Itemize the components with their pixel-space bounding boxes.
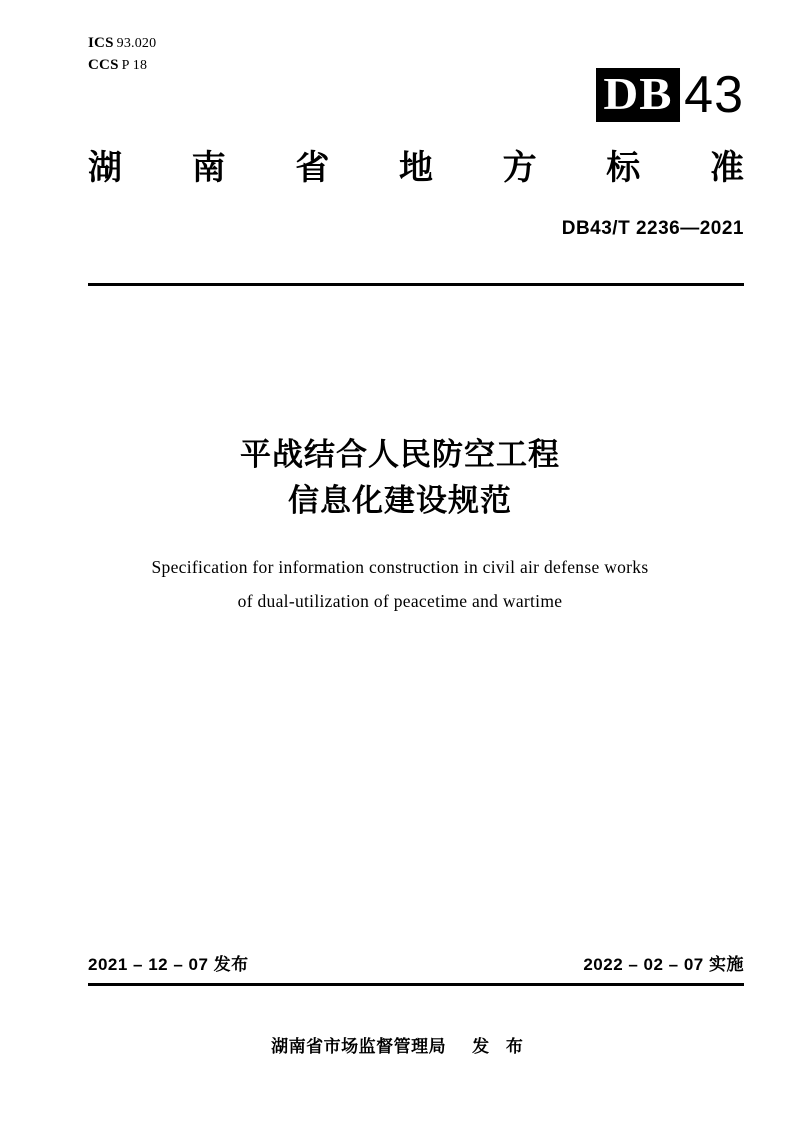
org-title-char-3: 省 — [295, 149, 330, 187]
publisher-action: 发 布 — [472, 1037, 529, 1056]
org-title-char-2: 南 — [191, 149, 226, 187]
issue-date: 2021 – 12 – 07 发布 — [88, 955, 249, 974]
db43-logo — [598, 66, 744, 124]
org-title-char-7: 准 — [709, 149, 744, 187]
org-title-char-4: 地 — [398, 149, 433, 187]
publisher-line — [0, 1032, 800, 1057]
ics-value: 93.020 — [116, 36, 157, 51]
page-title — [88, 140, 744, 189]
db-number: 43 — [684, 66, 744, 124]
header-divider — [88, 283, 744, 286]
ccs-value: P 18 — [121, 57, 148, 73]
org-title-char-1: 湖 — [88, 149, 122, 187]
document-title-cn — [0, 432, 800, 524]
db-mark: DB — [596, 68, 680, 122]
document-title-en-line2: of dual-utilization of peacetime and wartime — [237, 591, 563, 611]
date-row — [88, 950, 744, 975]
standard-number: DB43/T 2236—2021 — [561, 218, 744, 239]
ics-ccs-block — [88, 33, 156, 77]
implementation-date: 2022 – 02 – 07 实施 — [583, 955, 744, 974]
document-title-cn-line2: 信息化建设规范 — [288, 483, 512, 518]
ics-label: ICS — [88, 35, 114, 51]
org-title-char-6: 标 — [606, 149, 641, 187]
ics-line — [88, 33, 156, 55]
ccs-line — [88, 55, 156, 77]
document-title-en-line1: Specification for information construction in civil air defense works — [151, 557, 649, 577]
publisher-name: 湖南省市场监督管理局 — [271, 1037, 447, 1056]
org-title-char-5: 方 — [502, 149, 537, 187]
ccs-label: CCS — [88, 56, 119, 73]
footer-divider — [88, 983, 744, 986]
document-title-en — [0, 550, 800, 618]
document-title-cn-line1: 平战结合人民防空工程 — [240, 437, 560, 472]
